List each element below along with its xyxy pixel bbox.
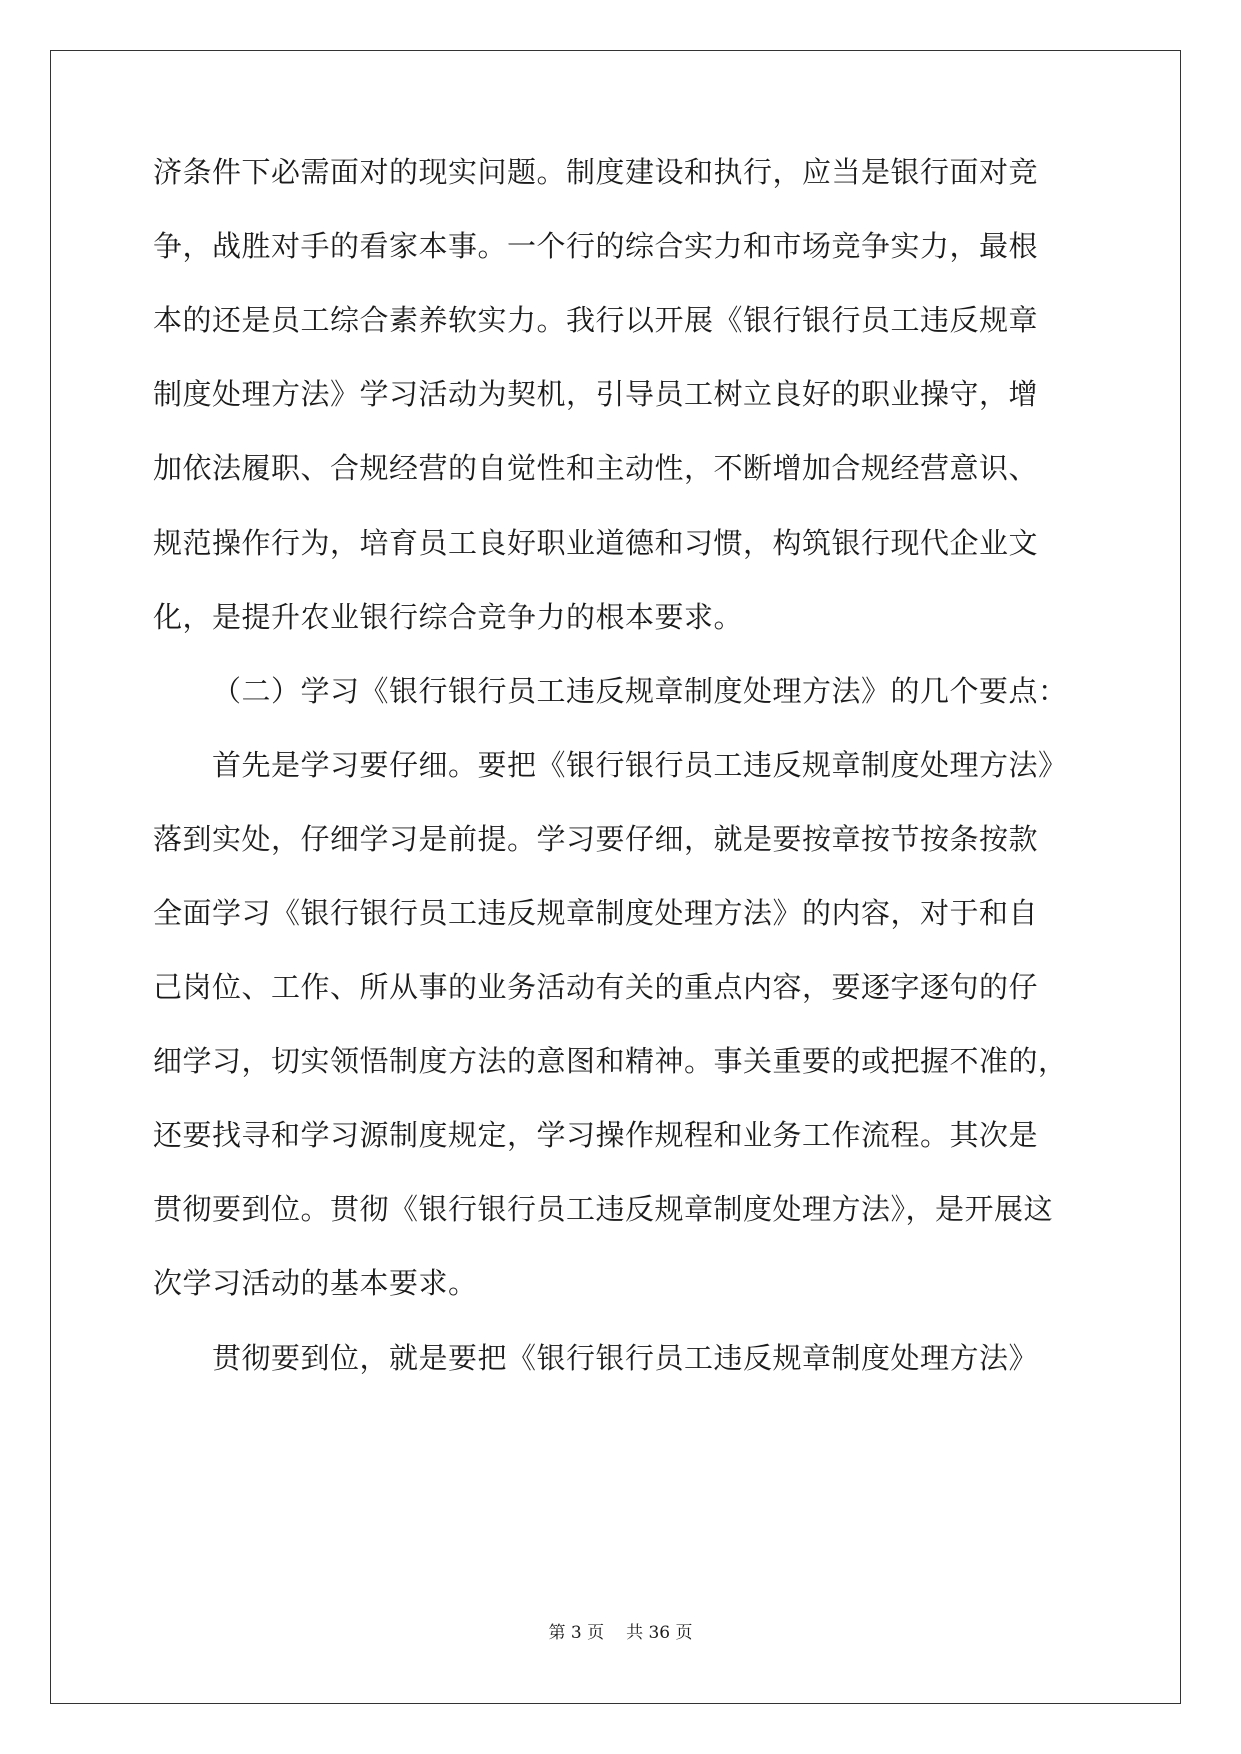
text-line: 本的还是员工综合素养软实力。我行以开展《银行银行员工违反规章 <box>153 303 1039 337</box>
text-line: 己岗位、工作、所从事的业务活动有关的重点内容，要逐字逐句的仔 <box>153 970 1039 1004</box>
page-footer <box>0 1621 1241 1645</box>
text-line: 还要找寻和学习源制度规定，学习操作规程和业务工作流程。其次是 <box>153 1118 1039 1152</box>
text-line: 制度处理方法》学习活动为契机，引导员工树立良好的职业操守，增 <box>153 377 1039 411</box>
text-line: 化，是提升农业银行综合竞争力的根本要求。 <box>153 600 744 634</box>
text-line: 贯彻要到位。贯彻《银行银行员工违反规章制度处理方法》，是开展这 <box>153 1192 1054 1226</box>
page-border <box>50 50 1181 1704</box>
text-line: 次学习活动的基本要求。 <box>153 1266 478 1300</box>
text-line: 加依法履职、合规经营的自觉性和主动性，不断增加合规经营意识、 <box>153 451 1039 485</box>
text-line: 济条件下必需面对的现实问题。制度建设和执行，应当是银行面对竞 <box>153 155 1039 189</box>
text-line: 落到实处，仔细学习是前提。学习要仔细，就是要按章按节按条按款 <box>153 822 1039 856</box>
text-line: 首先是学习要仔细。要把《银行银行员工违反规章制度处理方法》 <box>212 748 1068 782</box>
text-line: 争，战胜对手的看家本事。一个行的综合实力和市场竞争实力，最根 <box>153 229 1039 263</box>
text-line: 全面学习《银行银行员工违反规章制度处理方法》的内容，对于和自 <box>153 896 1039 930</box>
page-number: 第 3 页 <box>548 1623 605 1643</box>
page-total: 共 36 页 <box>626 1623 693 1643</box>
text-line: 规范操作行为，培育员工良好职业道德和习惯，构筑银行现代企业文 <box>153 526 1039 560</box>
text-line: 贯彻要到位，就是要把《银行银行员工违反规章制度处理方法》 <box>212 1341 1039 1375</box>
section-heading: （二）学习《银行银行员工违反规章制度处理方法》的几个要点： <box>212 674 1068 708</box>
text-line: 细学习，切实领悟制度方法的意图和精神。事关重要的或把握不准的， <box>153 1044 1068 1078</box>
